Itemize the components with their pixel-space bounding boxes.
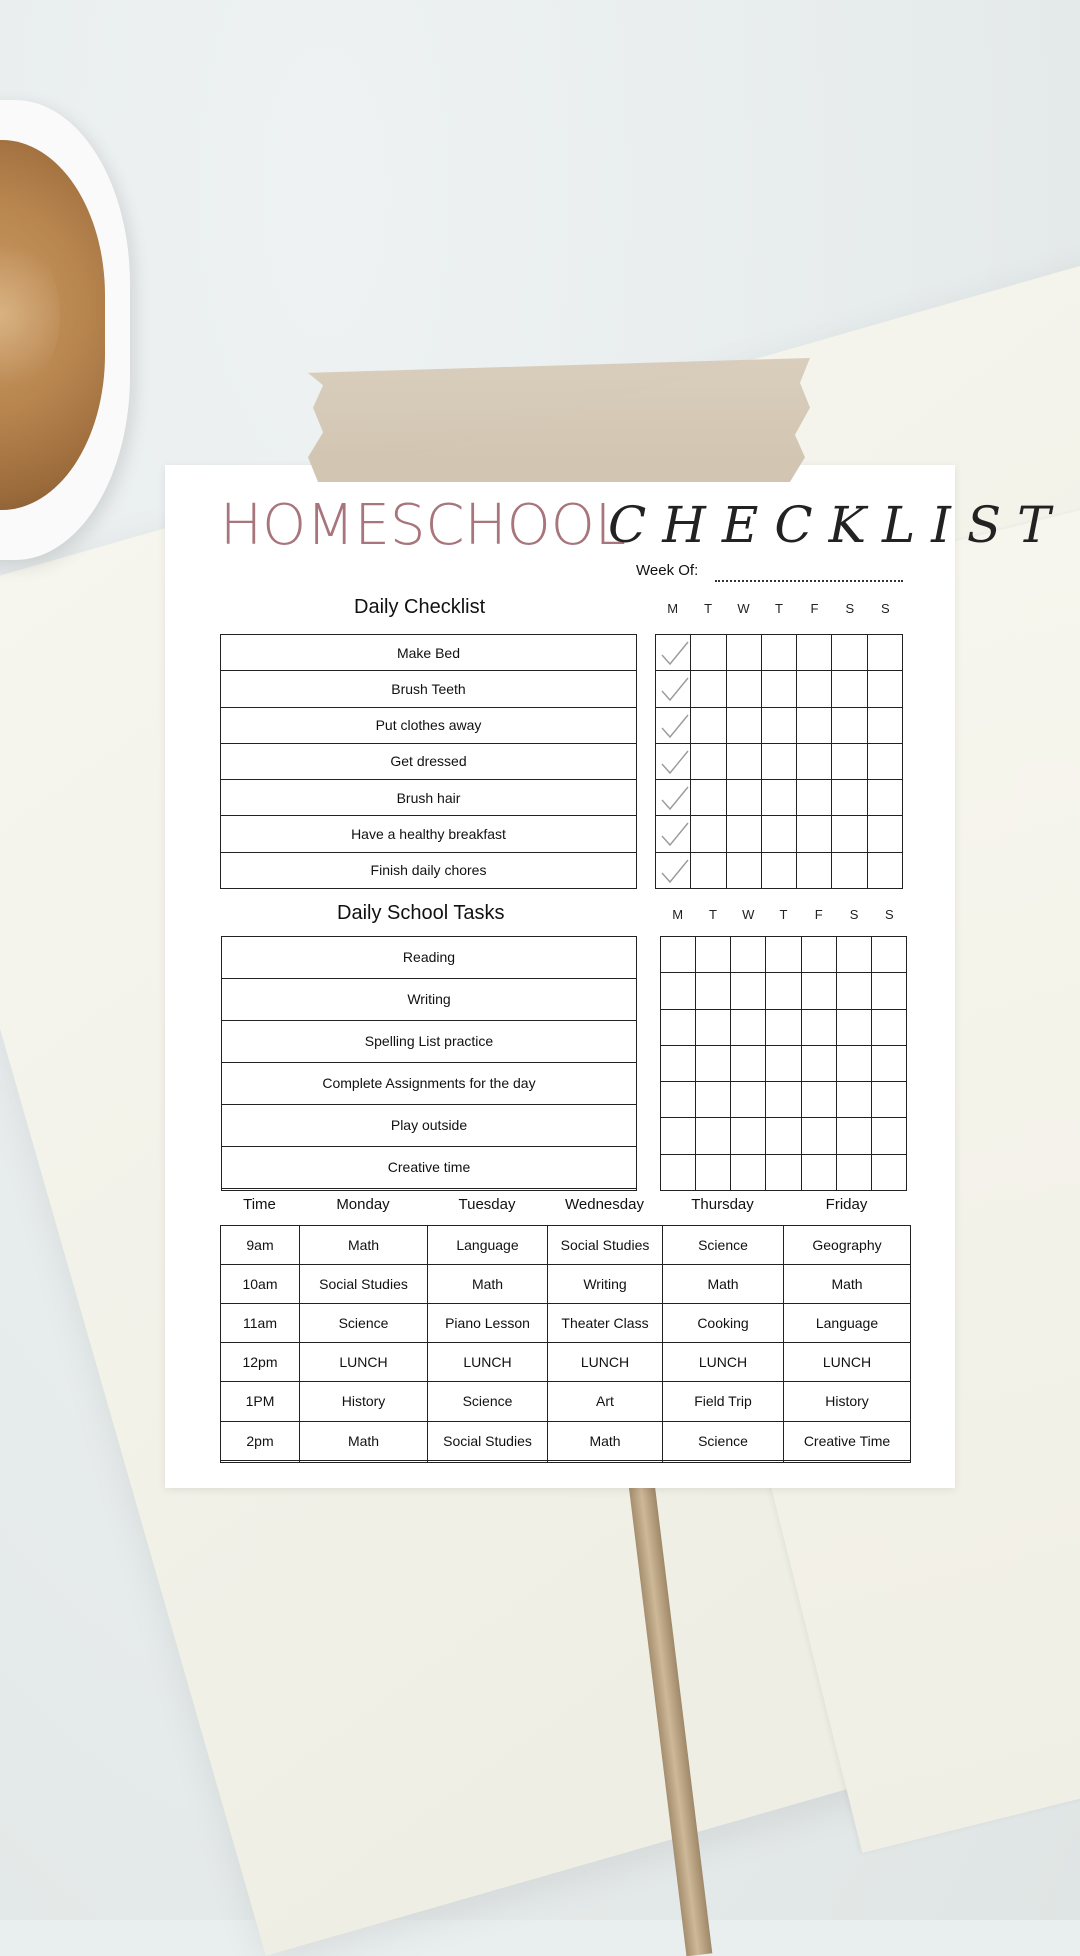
checkbox-cell[interactable] (731, 1009, 766, 1045)
checkbox-cell[interactable] (867, 780, 902, 816)
task-label: Reading (222, 937, 637, 979)
schedule-cell: Social Studies (428, 1421, 548, 1460)
checkbox-cell[interactable] (867, 816, 902, 852)
checkbox-cell[interactable] (656, 707, 691, 743)
checkbox-cell[interactable] (871, 937, 906, 973)
checkbox-cell[interactable] (836, 937, 871, 973)
schedule-row (221, 1304, 911, 1343)
day-header: M (672, 907, 684, 922)
checkbox-cell[interactable] (761, 635, 796, 671)
grid-row (656, 816, 903, 852)
checkbox-cell[interactable] (761, 671, 796, 707)
task-row (222, 1020, 637, 1062)
schedule-header: Time (243, 1196, 276, 1213)
task-label (222, 1188, 637, 1190)
grid-row (661, 973, 907, 1009)
schedule-cell: Theater Class (548, 1304, 663, 1343)
checkbox-cell[interactable] (797, 635, 832, 671)
schedule-cell: Math (300, 1226, 428, 1265)
checkbox-cell[interactable] (656, 743, 691, 779)
task-label: Finish daily chores (221, 852, 637, 888)
checkbox-cell[interactable] (731, 1154, 766, 1190)
checkbox-cell[interactable] (731, 973, 766, 1009)
schedule-table (220, 1225, 911, 1463)
checkbox-cell[interactable] (656, 816, 691, 852)
task-row (222, 1146, 637, 1188)
checkbox-cell[interactable] (696, 973, 731, 1009)
grid-row (661, 1009, 907, 1045)
day-header: W (742, 907, 755, 922)
daily-checklist-title: Daily Checklist (354, 596, 486, 618)
checkmark-icon (660, 857, 690, 885)
schedule-header: Thursday (691, 1196, 754, 1213)
schedule-cell: Geography (784, 1226, 911, 1265)
checkbox-cell[interactable] (656, 671, 691, 707)
checkmark-icon (660, 748, 690, 776)
checkbox-cell[interactable] (731, 937, 766, 973)
checkbox-cell[interactable] (832, 816, 867, 852)
grid-row (656, 852, 903, 888)
task-row (222, 1188, 637, 1190)
checkbox-cell[interactable] (766, 1118, 801, 1154)
schedule-cell: Cooking (663, 1304, 784, 1343)
schedule-cell: Math (300, 1421, 428, 1460)
checkbox-cell[interactable] (731, 1045, 766, 1081)
schedule-cell (663, 1460, 784, 1462)
task-label: Get dressed (221, 743, 637, 779)
schedule-cell: Writing (548, 1265, 663, 1304)
schedule-cell (428, 1460, 548, 1462)
checkbox-cell[interactable] (801, 937, 836, 973)
schedule-cell: Language (784, 1304, 911, 1343)
day-header: T (708, 907, 717, 922)
schedule-cell: History (300, 1382, 428, 1421)
checkbox-cell[interactable] (761, 780, 796, 816)
grid-row (656, 780, 903, 816)
checkbox-cell[interactable] (797, 852, 832, 888)
checkmark-icon (660, 784, 690, 812)
school-tasks-grid (660, 936, 907, 1191)
checkbox-cell[interactable] (661, 973, 696, 1009)
day-header: T (775, 601, 783, 616)
checkbox-cell[interactable] (867, 671, 902, 707)
checkbox-cell[interactable] (766, 1082, 801, 1118)
task-row (221, 780, 637, 816)
grid-row (656, 635, 903, 671)
week-of-label: Week Of: (636, 562, 699, 579)
checkbox-cell[interactable] (726, 743, 761, 779)
checkbox-cell[interactable] (836, 1154, 871, 1190)
schedule-cell: Piano Lesson (428, 1304, 548, 1343)
schedule-cell: LUNCH (428, 1343, 548, 1382)
grid-row (661, 937, 907, 973)
grid-row (656, 671, 903, 707)
checkbox-cell[interactable] (691, 671, 726, 707)
checkbox-cell[interactable] (867, 635, 902, 671)
schedule-cell: Language (428, 1226, 548, 1265)
checkbox-cell[interactable] (661, 1118, 696, 1154)
checkbox-cell[interactable] (836, 1082, 871, 1118)
task-row (221, 707, 637, 743)
checkmark-icon (660, 675, 690, 703)
checkbox-cell[interactable] (661, 1154, 696, 1190)
checkbox-cell[interactable] (661, 1082, 696, 1118)
daily-checklist-table (220, 634, 637, 889)
schedule-cell: Science (428, 1382, 548, 1421)
task-label: Have a healthy breakfast (221, 816, 637, 852)
school-tasks-title: Daily School Tasks (337, 902, 505, 924)
schedule-header: Tuesday (458, 1196, 516, 1213)
checkbox-cell[interactable] (726, 780, 761, 816)
schedule-row (221, 1460, 911, 1462)
checkbox-cell[interactable] (726, 635, 761, 671)
checkbox-cell[interactable] (766, 1009, 801, 1045)
checkbox-cell[interactable] (691, 852, 726, 888)
checkbox-cell[interactable] (656, 780, 691, 816)
checkbox-cell[interactable] (867, 852, 902, 888)
checkbox-cell[interactable] (871, 1045, 906, 1081)
schedule-cell: History (784, 1382, 911, 1421)
checkbox-cell[interactable] (761, 707, 796, 743)
task-row (222, 1062, 637, 1104)
checkbox-cell[interactable] (832, 780, 867, 816)
schedule-time-cell: 1PM (221, 1382, 300, 1421)
checkbox-cell[interactable] (726, 671, 761, 707)
task-row (221, 743, 637, 779)
checkbox-cell[interactable] (867, 707, 902, 743)
schedule-cell (784, 1460, 911, 1462)
schedule-cell: LUNCH (784, 1343, 911, 1382)
task-label: Spelling List practice (222, 1020, 637, 1062)
schedule-time-cell: 11am (221, 1304, 300, 1343)
day-header: S (880, 601, 890, 616)
checkbox-cell[interactable] (797, 816, 832, 852)
checkbox-cell[interactable] (797, 707, 832, 743)
checkbox-cell[interactable] (696, 1009, 731, 1045)
schedule-cell: LUNCH (663, 1343, 784, 1382)
task-row (221, 671, 637, 707)
checkbox-cell[interactable] (696, 1118, 731, 1154)
schedule-cell: Math (663, 1265, 784, 1304)
schedule-cell: Social Studies (548, 1226, 663, 1265)
day-header: F (810, 601, 819, 616)
grid-row (661, 1154, 907, 1190)
grid-row (661, 1045, 907, 1081)
task-label: Writing (222, 978, 637, 1020)
checkbox-cell[interactable] (726, 707, 761, 743)
day-header: F (814, 907, 823, 922)
grid-row (661, 1118, 907, 1154)
task-label: Brush Teeth (221, 671, 637, 707)
checkbox-cell[interactable] (696, 937, 731, 973)
checkbox-cell[interactable] (661, 937, 696, 973)
schedule-cell (300, 1460, 428, 1462)
checkbox-cell[interactable] (661, 1009, 696, 1045)
checkbox-cell[interactable] (797, 780, 832, 816)
checkbox-cell[interactable] (691, 743, 726, 779)
schedule-header: Wednesday (565, 1196, 644, 1213)
checkbox-cell[interactable] (836, 1009, 871, 1045)
schedule-header: Monday (336, 1196, 390, 1213)
grid-row (656, 707, 903, 743)
checkbox-cell[interactable] (797, 671, 832, 707)
day-header: S (849, 907, 859, 922)
checkbox-cell[interactable] (726, 852, 761, 888)
checkbox-cell[interactable] (661, 1045, 696, 1081)
checkbox-cell[interactable] (867, 743, 902, 779)
checkbox-cell[interactable] (656, 635, 691, 671)
schedule-row (221, 1382, 911, 1421)
schedule-cell: Creative Time (784, 1421, 911, 1460)
schedule-row (221, 1343, 911, 1382)
schedule-cell: Field Trip (663, 1382, 784, 1421)
task-row (221, 635, 637, 671)
checkbox-cell[interactable] (731, 1082, 766, 1118)
checkbox-cell[interactable] (871, 973, 906, 1009)
day-header: S (845, 601, 855, 616)
checkbox-cell[interactable] (801, 1118, 836, 1154)
week-of-field[interactable] (715, 580, 903, 582)
checkbox-cell[interactable] (731, 1118, 766, 1154)
checkmark-icon (660, 639, 690, 667)
checkbox-cell[interactable] (766, 937, 801, 973)
checkbox-cell[interactable] (871, 1154, 906, 1190)
checkbox-cell[interactable] (656, 852, 691, 888)
daily-checklist-grid (655, 634, 903, 889)
task-label: Brush hair (221, 780, 637, 816)
checkmark-icon (660, 820, 690, 848)
schedule-cell: Science (663, 1421, 784, 1460)
washi-tape (308, 358, 810, 482)
checkbox-cell[interactable] (871, 1082, 906, 1118)
task-row (221, 816, 637, 852)
schedule-cell: Art (548, 1382, 663, 1421)
checkbox-cell[interactable] (696, 1045, 731, 1081)
checkbox-cell[interactable] (801, 1045, 836, 1081)
schedule-time-cell: 9am (221, 1226, 300, 1265)
day-header: W (737, 601, 750, 616)
schedule-cell: Science (300, 1304, 428, 1343)
checkbox-cell[interactable] (766, 1154, 801, 1190)
grid-row (656, 743, 903, 779)
checkbox-cell[interactable] (832, 743, 867, 779)
checkbox-cell[interactable] (691, 816, 726, 852)
day-header: M (667, 601, 679, 616)
task-label: Creative time (222, 1146, 637, 1188)
checkbox-cell[interactable] (871, 1009, 906, 1045)
schedule-row (221, 1421, 911, 1460)
schedule-time-cell: 10am (221, 1265, 300, 1304)
schedule-cell: Math (548, 1421, 663, 1460)
schedule-cell: Math (784, 1265, 911, 1304)
task-label: Complete Assignments for the day (222, 1062, 637, 1104)
checkbox-cell[interactable] (871, 1118, 906, 1154)
schedule-cell: Science (663, 1226, 784, 1265)
checkbox-cell[interactable] (832, 707, 867, 743)
day-header: S (885, 907, 894, 922)
checkbox-cell[interactable] (691, 635, 726, 671)
schedule-time-cell: 12pm (221, 1343, 300, 1382)
checkbox-cell[interactable] (691, 707, 726, 743)
checkbox-cell[interactable] (801, 1082, 836, 1118)
task-label: Make Bed (221, 635, 637, 671)
checkbox-cell[interactable] (801, 1154, 836, 1190)
checkbox-cell[interactable] (761, 852, 796, 888)
task-row (222, 937, 637, 979)
schedule-time-cell (221, 1460, 300, 1462)
checkbox-cell[interactable] (836, 1045, 871, 1081)
checkbox-cell[interactable] (766, 973, 801, 1009)
schedule-cell (548, 1460, 663, 1462)
task-row (222, 1104, 637, 1146)
checkbox-cell[interactable] (726, 816, 761, 852)
checkbox-cell[interactable] (797, 743, 832, 779)
task-label: Play outside (222, 1104, 637, 1146)
schedule-header: Friday (825, 1196, 868, 1213)
checkbox-cell[interactable] (832, 635, 867, 671)
title-checklist: CHECKLIST (608, 496, 1067, 554)
checkbox-cell[interactable] (836, 973, 871, 1009)
schedule-cell: Social Studies (300, 1265, 428, 1304)
checkbox-cell[interactable] (691, 780, 726, 816)
schedule-headers (220, 1196, 910, 1218)
checkbox-cell[interactable] (766, 1045, 801, 1081)
checkmark-icon (660, 712, 690, 740)
schedule-cell: LUNCH (300, 1343, 428, 1382)
checkbox-cell[interactable] (801, 1009, 836, 1045)
school-tasks-table (221, 936, 637, 1191)
schedule-row (221, 1265, 911, 1304)
grid-row (661, 1082, 907, 1118)
schedule-cell: Math (428, 1265, 548, 1304)
schedule-row (221, 1226, 911, 1265)
checkbox-cell[interactable] (836, 1118, 871, 1154)
task-row (221, 852, 637, 888)
checkbox-cell[interactable] (696, 1082, 731, 1118)
schedule-cell: LUNCH (548, 1343, 663, 1382)
checkbox-cell[interactable] (696, 1154, 731, 1190)
task-label: Put clothes away (221, 707, 637, 743)
checkbox-cell[interactable] (761, 816, 796, 852)
schedule-time-cell: 2pm (221, 1421, 300, 1460)
checkbox-cell[interactable] (761, 743, 796, 779)
checkbox-cell[interactable] (801, 973, 836, 1009)
title-homeschool: HOMESCHOOL (220, 493, 626, 558)
day-header: T (779, 907, 788, 922)
checkbox-cell[interactable] (832, 852, 867, 888)
task-row (222, 978, 637, 1020)
checkbox-cell[interactable] (832, 671, 867, 707)
day-header: T (704, 601, 713, 616)
